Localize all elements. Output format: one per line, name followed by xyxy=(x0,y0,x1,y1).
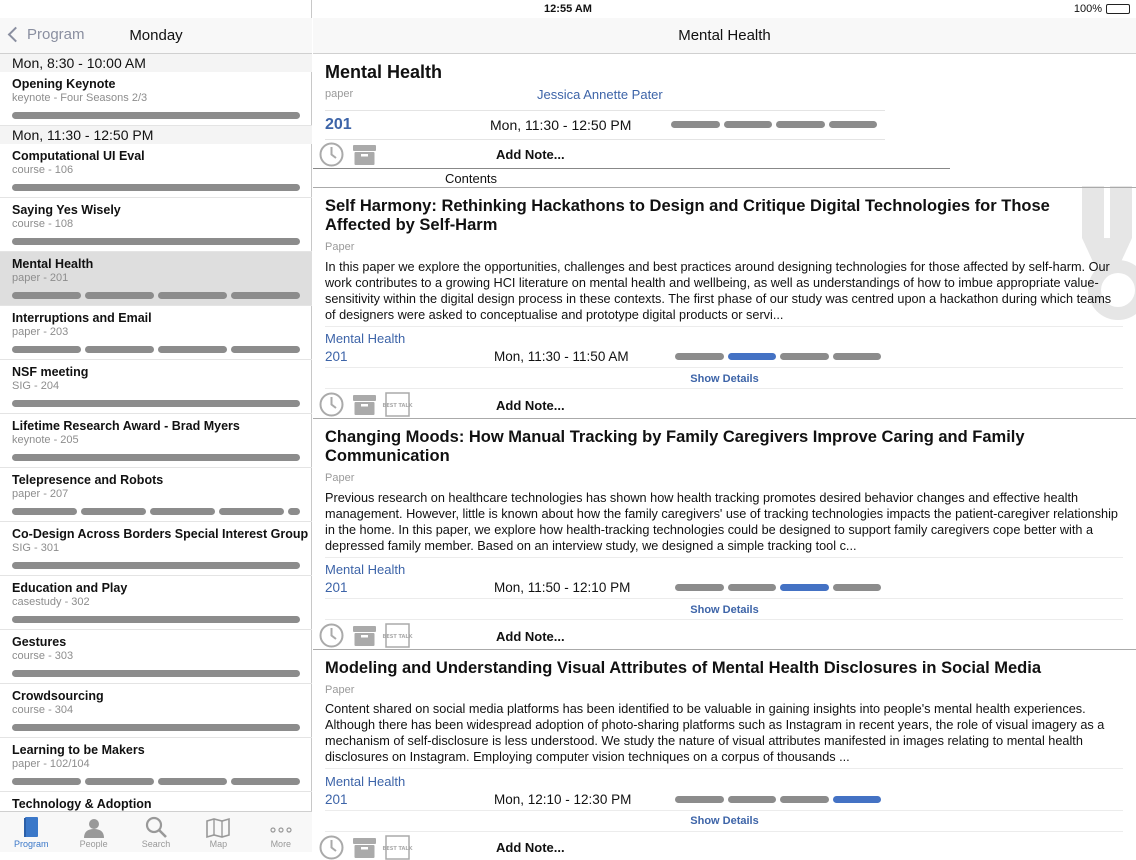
book-icon xyxy=(23,816,39,838)
tab-program[interactable]: Program xyxy=(0,812,62,852)
list-item[interactable]: Education and Play casestudy - 302 xyxy=(0,576,312,630)
search-icon xyxy=(145,816,167,838)
time-slot-header: Mon, 8:30 - 10:00 AM xyxy=(0,54,312,72)
list-item[interactable]: Technology & Adoption xyxy=(0,792,312,846)
time-slot-header: Mon, 11:30 - 12:50 PM xyxy=(0,126,312,144)
battery-indicator: 100% xyxy=(1074,3,1130,15)
divider xyxy=(325,139,885,140)
list-item[interactable]: Telepresence and Robots paper - 207 xyxy=(0,468,312,522)
add-note-button[interactable]: Add Note... xyxy=(496,398,565,413)
list-item[interactable]: Learning to be Makers paper - 102/104 xyxy=(0,738,312,792)
map-icon xyxy=(206,818,230,838)
session-chair-link[interactable]: Jessica Annette Pater xyxy=(537,87,663,102)
right-nav-bar xyxy=(313,18,1136,54)
right-nav-title: Mental Health xyxy=(678,27,771,44)
left-nav-bar xyxy=(0,18,312,54)
archive-icon[interactable] xyxy=(352,835,377,860)
progress-bars xyxy=(12,184,300,191)
paper-abstract: Content shared on social media platforms has been identified to be valuable in gaining insights into people's mental health experiences. Although there has been widespread adoption of photo-sharing platforms such as Instagram in recent years, the role of visual imagery as a mechanism of self-disclosure is less understood. We study the nature of visual attributes manifested in images relating to mental health disclosures on Instagram. Employing computer vision techniques on a corpus of thousands ... xyxy=(325,702,1105,764)
paper-progress-bars xyxy=(675,796,881,803)
add-note-button[interactable]: Add Note... xyxy=(496,629,565,644)
add-note-button[interactable]: Add Note... xyxy=(496,147,565,162)
show-details-button[interactable]: Show Details xyxy=(690,373,759,385)
svg-text:BEST TALK: BEST TALK xyxy=(382,846,413,852)
session-room[interactable]: 201 xyxy=(325,116,352,133)
back-button[interactable]: Program xyxy=(6,26,85,43)
session-list[interactable] xyxy=(0,54,312,811)
divider xyxy=(325,367,1123,368)
list-item[interactable]: Lifetime Research Award - Brad Myers keynote - 205 xyxy=(0,414,312,468)
progress-bars xyxy=(12,112,300,119)
progress-bars xyxy=(12,454,300,461)
clock-icon[interactable] xyxy=(319,142,344,167)
paper-type: Paper xyxy=(325,472,355,484)
session-detail-pane xyxy=(313,0,1136,855)
tab-bar xyxy=(0,811,312,852)
best-talk-icon[interactable] xyxy=(382,392,413,417)
paper-abstract: In this paper we explore the opportunities, challenges and best practices around designing technologies for those affected by self-harm. Our work contributes to a growing HCI literature on mental health and wellbeing, as well as understandings of how to imbue appropriate value-sensitivity within the digital design process in these contexts. The first phase of our study was centred upon a hackathon during which teams of designers were asked to conceptualise and prototype digital products or servi... xyxy=(325,260,1112,322)
best-talk-icon[interactable] xyxy=(382,835,413,860)
paper-abstract: Previous research on healthcare technologies has shown how health tracking promotes desired behavior changes and effective health management. However, little is known about how the family caregivers' use of tracking technologies impacts the patient-caregiver relationship in the home. In this paper, we explore how health-tracking technologies could be designed to support family caregivers cope better with a depressed family member. Based on an interview study, we designed a simple tracking tool c... xyxy=(325,491,1118,553)
paper-session-link[interactable]: Mental Health xyxy=(325,331,406,346)
show-details-button[interactable]: Show Details xyxy=(690,604,759,616)
progress-bars xyxy=(12,292,300,299)
progress-bars xyxy=(12,238,300,245)
session-progress-bars xyxy=(671,121,877,128)
paper-type: Paper xyxy=(325,241,355,253)
list-item[interactable]: Crowdsourcing course - 304 xyxy=(0,684,312,738)
divider xyxy=(325,619,1123,620)
session-time: Mon, 11:30 - 12:50 PM xyxy=(490,117,632,133)
paper-card xyxy=(313,649,1136,855)
svg-text:BEST TALK: BEST TALK xyxy=(382,634,413,640)
divider xyxy=(325,326,1123,327)
divider xyxy=(325,810,1123,811)
paper-session-link[interactable]: Mental Health xyxy=(325,774,406,789)
paper-session-link[interactable]: Mental Health xyxy=(325,562,406,577)
list-item[interactable]: Gestures course - 303 xyxy=(0,630,312,684)
paper-card xyxy=(313,187,1136,418)
paper-room[interactable]: 201 xyxy=(325,792,348,807)
paper-card xyxy=(313,418,1136,649)
paper-title[interactable]: Modeling and Understanding Visual Attributes of Mental Health Disclosures in Social Media xyxy=(325,659,1042,677)
paper-type: Paper xyxy=(325,684,355,696)
session-actions xyxy=(319,142,377,167)
svg-text:BEST TALK: BEST TALK xyxy=(382,403,413,409)
archive-icon[interactable] xyxy=(352,623,377,648)
tab-map[interactable]: Map xyxy=(187,812,249,852)
best-talk-icon[interactable] xyxy=(382,623,413,648)
tab-search[interactable]: Search xyxy=(125,812,187,852)
archive-icon[interactable] xyxy=(352,392,377,417)
progress-bars xyxy=(12,670,300,677)
tab-people[interactable]: People xyxy=(62,812,124,852)
paper-actions xyxy=(319,392,413,417)
contents-label: Contents xyxy=(445,171,498,186)
add-note-button[interactable]: Add Note... xyxy=(496,840,565,855)
progress-bars xyxy=(12,400,300,407)
divider xyxy=(313,168,950,169)
list-item[interactable]: Opening Keynote keynote - Four Seasons 2/3 xyxy=(0,72,312,126)
progress-bars xyxy=(12,778,300,785)
paper-actions xyxy=(319,835,413,860)
paper-actions xyxy=(319,623,413,648)
left-nav-title: Monday xyxy=(129,27,183,44)
clock-icon[interactable] xyxy=(319,392,344,417)
list-item[interactable]: Computational UI Eval course - 106 xyxy=(0,144,312,198)
divider xyxy=(325,388,1123,389)
progress-bars xyxy=(12,508,300,515)
paper-room[interactable]: 201 xyxy=(325,580,348,595)
progress-bars xyxy=(12,724,300,731)
paper-time: Mon, 12:10 - 12:30 PM xyxy=(494,792,632,807)
list-item[interactable]: Co-Design Across Borders Special Interest Group SIG - 301 xyxy=(0,522,312,576)
archive-icon[interactable] xyxy=(352,142,377,167)
progress-bars xyxy=(12,346,300,353)
show-details-button[interactable]: Show Details xyxy=(690,815,759,827)
progress-bars xyxy=(12,562,300,569)
list-item-selected[interactable]: Mental Health paper - 201 xyxy=(0,252,312,306)
paper-time: Mon, 11:50 - 12:10 PM xyxy=(494,580,631,595)
paper-room[interactable]: 201 xyxy=(325,349,348,364)
list-item[interactable]: NSF meeting SIG - 204 xyxy=(0,360,312,414)
session-type: paper xyxy=(325,88,354,100)
paper-progress-bars xyxy=(675,353,881,360)
paper-time: Mon, 11:30 - 11:50 AM xyxy=(494,349,629,364)
divider xyxy=(325,768,1123,769)
status-time: 12:55 AM xyxy=(544,3,592,15)
paper-title[interactable]: Changing Moods: How Manual Tracking by Family Caregivers Improve Caring and Family Communication xyxy=(325,428,1025,465)
paper-title[interactable]: Self Harmony: Rethinking Hackathons to Design and Critique Digital Technologies for Those Affected by Self-Harm xyxy=(325,197,1050,234)
session-title: Mental Health xyxy=(325,62,443,82)
paper-progress-bars xyxy=(675,584,881,591)
person-icon xyxy=(83,818,105,838)
list-item[interactable]: Interruptions and Email paper - 203 xyxy=(0,306,312,360)
divider xyxy=(325,831,1123,832)
tab-more[interactable]: More xyxy=(250,812,312,852)
divider xyxy=(325,557,1123,558)
session-list-pane xyxy=(0,0,312,852)
clock-icon[interactable] xyxy=(319,623,344,648)
divider xyxy=(325,110,885,111)
progress-bars xyxy=(12,616,300,623)
list-item[interactable]: Saying Yes Wisely course - 108 xyxy=(0,198,312,252)
divider xyxy=(325,598,1123,599)
more-icon xyxy=(269,818,293,838)
clock-icon[interactable] xyxy=(319,835,344,860)
